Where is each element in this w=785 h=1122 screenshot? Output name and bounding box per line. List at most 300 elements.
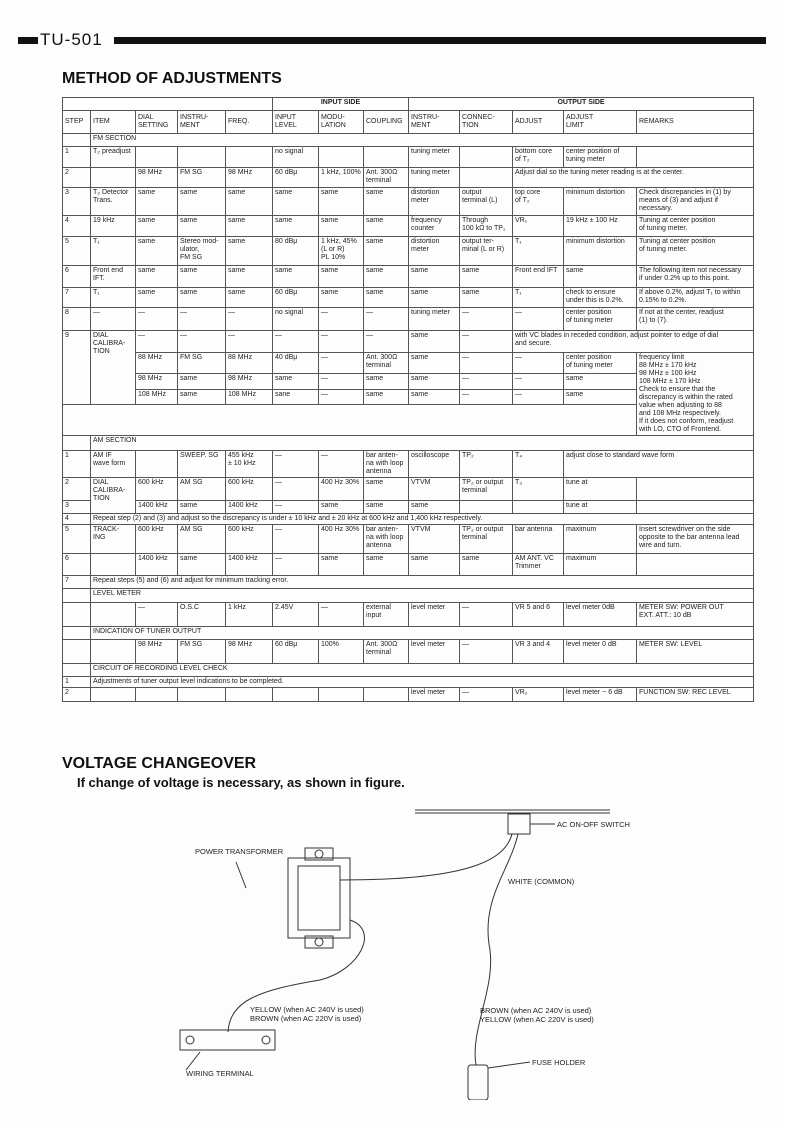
table-cell: — (273, 451, 319, 478)
table-cell (91, 603, 136, 627)
table-cell (91, 688, 136, 702)
table-cell: — (460, 390, 513, 405)
table-cell: same (564, 390, 637, 405)
table-cell: T₂ preadjust (91, 147, 136, 168)
white-wire (340, 834, 512, 880)
brown-yellow-wire (475, 834, 518, 1065)
table-cell (637, 554, 754, 576)
table-cell: T₄ (513, 451, 564, 478)
table-cell (637, 501, 754, 514)
table-row (63, 514, 754, 525)
column-header: COUPLING (364, 111, 409, 134)
table-cell: same (319, 554, 364, 576)
table-cell: 1 kHz, 45% (L or R) PL 10% (319, 237, 364, 266)
table-row (63, 478, 754, 501)
table-cell: — (319, 308, 364, 331)
table-cell: — (319, 451, 364, 478)
table-cell: Front end IFT. (91, 266, 136, 288)
table-cell: — (513, 390, 564, 405)
table-cell: tune at (564, 478, 637, 501)
table-cell: same (409, 374, 460, 390)
label-white: WHITE (COMMON) (508, 877, 575, 886)
table-cell (460, 147, 513, 168)
table-row (63, 308, 754, 331)
table-cell: 9 (63, 331, 91, 405)
table-cell: minimum distortion (564, 188, 637, 216)
table-cell (513, 501, 564, 514)
table-cell: tuning meter (409, 168, 460, 188)
table-cell (63, 640, 91, 664)
table-cell: AM SG (178, 525, 226, 554)
table-cell: same (136, 216, 178, 237)
table-cell: — (91, 308, 136, 331)
table-cell: same (178, 216, 226, 237)
table-cell: 600 kHz (226, 525, 273, 554)
table-cell: The following item not necessary if under 0.2% up to this point. (637, 266, 754, 288)
table-cell: output ter- minal (L or R) (460, 237, 513, 266)
table-cell: DIAL CALIBRA- TION (91, 331, 136, 405)
table-cell: Adjustments of tuner output level indications to be completed. (91, 677, 754, 688)
table-cell (178, 147, 226, 168)
table-row (63, 576, 754, 589)
table-cell: same (460, 554, 513, 576)
table-cell: — (319, 390, 364, 405)
table-cell: Tuning at center position of tuning meter. (637, 216, 754, 237)
voltage-changeover-diagram (0, 800, 785, 1100)
table-cell: tuning meter (409, 308, 460, 331)
table-cell (319, 688, 364, 702)
table-cell: — (460, 308, 513, 331)
table-cell: — (273, 525, 319, 554)
fuse-holder-icon (468, 1065, 488, 1100)
table-cell: AM IF wave form (91, 451, 136, 478)
table-row (63, 216, 754, 237)
table-cell: Ant. 300Ω terminal (364, 353, 409, 374)
table-cell: same (273, 266, 319, 288)
group-header-output: OUTPUT SIDE (409, 98, 754, 111)
table-cell: same (319, 266, 364, 288)
table-cell: 60 dBμ (273, 640, 319, 664)
table-cell: same (364, 554, 409, 576)
table-cell: same (409, 501, 460, 514)
table-cell: level meter 0dB (564, 603, 637, 627)
table-cell: FM SG (178, 353, 226, 374)
table-cell: center position of tuning meter (564, 308, 637, 331)
table-cell: — (460, 353, 513, 374)
column-header: MODU- LATION (319, 111, 364, 134)
table-cell: 1 (63, 451, 91, 478)
label-brown-left: BROWN (when AC 220V is used) (250, 1014, 362, 1023)
table-cell: Tuning at center position of tuning meter. (637, 237, 754, 266)
table-cell: same (564, 374, 637, 390)
table-cell: same (178, 288, 226, 308)
voltage-subtitle: If change of voltage is necessary, as shown in figure. (77, 775, 405, 790)
table-cell: — (460, 331, 513, 353)
table-cell (63, 664, 91, 677)
page-title: METHOD OF ADJUSTMENTS (62, 70, 282, 87)
table-cell (364, 688, 409, 702)
table-cell: If above 0.2%, adjust T₁ to within 0.15% to 0.2%. (637, 288, 754, 308)
table-cell: same (178, 390, 226, 405)
table-row (63, 554, 754, 576)
table-cell: same (364, 237, 409, 266)
table-cell: 80 dBμ (273, 237, 319, 266)
label-yellow-left: YELLOW (when AC 240V is used) (250, 1005, 364, 1014)
table-cell: with VC blades in receded condition, adjust pointer to edge of dial and secure. (513, 331, 754, 353)
table-cell: center position of tuning meter (564, 353, 637, 374)
leader-line (236, 862, 246, 888)
table-cell: — (319, 603, 364, 627)
table-cell: AM SG (178, 478, 226, 501)
table-cell: — (513, 353, 564, 374)
table-cell: VR₁ (513, 216, 564, 237)
table-cell: same (409, 554, 460, 576)
table-cell: 1 kHz, 100% (319, 168, 364, 188)
table-cell (460, 501, 513, 514)
table-cell: level meter − 6 dB (564, 688, 637, 702)
table-cell: VTVM (409, 525, 460, 554)
table-cell: — (273, 478, 319, 501)
table-cell: 1 (63, 677, 91, 688)
table-cell: Adjust dial so the tuning meter reading is at the center. (513, 168, 754, 188)
table-cell: same (273, 216, 319, 237)
table-cell (91, 640, 136, 664)
table-cell: 3 (63, 188, 91, 216)
table-cell: 98 MHz (136, 168, 178, 188)
table-cell (226, 688, 273, 702)
table-cell: — (364, 308, 409, 331)
label-terminal: WIRING TERMINAL (186, 1069, 254, 1078)
table-cell: same (460, 266, 513, 288)
table-cell: 600 kHz (136, 478, 178, 501)
ac-switch-icon (508, 814, 530, 834)
table-cell: — (460, 688, 513, 702)
table-cell: — (273, 554, 319, 576)
table-cell: CIRCUIT OF RECORDING LEVEL CHECK (91, 664, 754, 677)
leader-line (488, 1062, 530, 1068)
table-cell: same (409, 288, 460, 308)
table-cell: same (226, 216, 273, 237)
table-cell: 98 MHz (226, 168, 273, 188)
table-cell (63, 134, 91, 147)
table-cell: bar anten- na with loop antenna (364, 525, 409, 554)
table-cell: same (364, 188, 409, 216)
table-row (63, 288, 754, 308)
section-row (63, 627, 754, 640)
table-cell: check to ensure under this is 0.2%. (564, 288, 637, 308)
table-cell: Repeat steps (5) and (6) and adjust for minimum tracking error. (91, 576, 754, 589)
table-row (63, 451, 754, 478)
table-cell: 19 kHz (91, 216, 136, 237)
table-cell: VR 5 and 6 (513, 603, 564, 627)
label-switch: AC ON-OFF SWITCH (557, 820, 630, 829)
column-header: CONNEC- TION (460, 111, 513, 134)
table-cell: same (226, 266, 273, 288)
table-cell: VR 3 and 4 (513, 640, 564, 664)
table-cell: Front end IFT (513, 266, 564, 288)
column-header: INSTRU- MENT (409, 111, 460, 134)
table-cell: output terminal (L) (460, 188, 513, 216)
table-row (63, 237, 754, 266)
table-cell: same (364, 501, 409, 514)
transformer-icon (288, 858, 350, 938)
table-cell: bar anten- na with loop antenna (364, 451, 409, 478)
table-cell: — (136, 603, 178, 627)
table-row (63, 353, 754, 374)
table-row (63, 168, 754, 188)
table-cell: 60 dBμ (273, 288, 319, 308)
table-cell: INDICATION OF TUNER OUTPUT (91, 627, 754, 640)
header-spacer (63, 98, 273, 111)
table-cell (273, 688, 319, 702)
table-cell: same (319, 288, 364, 308)
table-cell (136, 688, 178, 702)
table-cell: Ant. 300Ω terminal (364, 640, 409, 664)
table-cell: T₁ (91, 288, 136, 308)
table-cell: same (136, 188, 178, 216)
column-header: INSTRU- MENT (178, 111, 226, 134)
table-cell: 8 (63, 308, 91, 331)
table-row (63, 188, 754, 216)
table-cell: frequency counter (409, 216, 460, 237)
table-cell: — (178, 331, 226, 353)
table-cell: same (273, 374, 319, 390)
table-cell: bar antenna (513, 525, 564, 554)
table-cell: level meter 0 dB (564, 640, 637, 664)
table-cell: 455 kHz ± 10 kHz (226, 451, 273, 478)
table-cell: same (364, 374, 409, 390)
table-cell: maximum (564, 525, 637, 554)
table-cell: 5 (63, 237, 91, 266)
table-cell: sane (273, 390, 319, 405)
table-cell: no signal (273, 147, 319, 168)
table-cell: same (319, 216, 364, 237)
table-cell: 88 MHz (226, 353, 273, 374)
table-cell: 60 dBμ (273, 168, 319, 188)
table-cell: T₁ (513, 288, 564, 308)
table-cell: 98 MHz (136, 374, 178, 390)
table-cell: 5 (63, 525, 91, 554)
table-cell: same (273, 188, 319, 216)
table-cell: 4 (63, 514, 91, 525)
table-cell: SWEEP. SG (178, 451, 226, 478)
column-header: ADJUST LIMIT (564, 111, 637, 134)
table-cell (63, 627, 91, 640)
table-cell: same (409, 390, 460, 405)
table-cell: — (513, 374, 564, 390)
table-cell: same (564, 266, 637, 288)
table-cell: 1 kHz (226, 603, 273, 627)
table-cell: 400 Hz 30% (319, 478, 364, 501)
table-cell: same (364, 288, 409, 308)
column-header: FREQ. (226, 111, 273, 134)
table-cell: same (364, 216, 409, 237)
table-cell: 2 (63, 688, 91, 702)
table-cell: 98 MHz (136, 640, 178, 664)
table-cell: If not at the center, readjust (1) to (7). (637, 308, 754, 331)
table-cell: Through 100 kΩ to TP₁ (460, 216, 513, 237)
table-cell: same (136, 288, 178, 308)
label-transformer: POWER TRANSFORMER (195, 847, 284, 856)
column-header: DIAL SETTING (136, 111, 178, 134)
label-fuse: FUSE HOLDER (532, 1058, 586, 1067)
label-brown-right: BROWN (when AC 240V is used) (480, 1006, 592, 1015)
table-cell: same (226, 237, 273, 266)
table-cell: center position of tuning meter (564, 147, 637, 168)
table-cell: FUNCTION SW: REC LEVEL (637, 688, 754, 702)
table-cell: same (178, 501, 226, 514)
table-cell: T₂ Detector Trans. (91, 188, 136, 216)
table-cell: 1400 kHz (226, 554, 273, 576)
table-row (63, 331, 754, 353)
table-cell (136, 147, 178, 168)
column-header: STEP (63, 111, 91, 134)
section-row (63, 134, 754, 147)
table-cell: FM SG (178, 168, 226, 188)
table-cell: T₁ (91, 237, 136, 266)
table-cell (136, 451, 178, 478)
table-cell: same (226, 188, 273, 216)
table-cell (319, 147, 364, 168)
table-cell: LEVEL METER (91, 589, 754, 603)
table-cell (91, 168, 136, 188)
table-cell (63, 405, 637, 436)
table-cell: — (319, 374, 364, 390)
section-row (63, 589, 754, 603)
table-cell: — (460, 640, 513, 664)
table-cell: Check discrepancies in (1) by means of (3) and adjust if necessary. (637, 188, 754, 216)
table-cell: same (178, 188, 226, 216)
table-cell: tuning meter (409, 147, 460, 168)
table-cell: 2 (63, 478, 91, 501)
table-cell: 1400 kHz (226, 501, 273, 514)
table-cell: — (319, 331, 364, 353)
table-cell (637, 147, 754, 168)
table-cell: same (178, 554, 226, 576)
table-cell: 3 (63, 501, 91, 514)
table-cell: T₁ (513, 237, 564, 266)
table-cell: 1400 kHz (136, 554, 178, 576)
table-cell: 2.45V (273, 603, 319, 627)
table-cell: — (178, 308, 226, 331)
table-row (63, 603, 754, 627)
table-row (63, 640, 754, 664)
table-cell: TRACK- ING (91, 525, 136, 554)
table-cell (364, 147, 409, 168)
table-cell: same (178, 266, 226, 288)
table-cell: VTVM (409, 478, 460, 501)
table-cell: minimum distortion (564, 237, 637, 266)
table-cell: Repeat step (2) and (3) and adjust so the discrepancy is under ± 10 kHz and ± 20 kHz at 600 kHz and 1,400 kHz respectively. (91, 514, 754, 525)
table-cell: 108 MHz (136, 390, 178, 405)
table-cell: O.S.C (178, 603, 226, 627)
table-cell: — (273, 501, 319, 514)
table-cell (91, 554, 136, 576)
group-header-input: INPUT SIDE (273, 98, 409, 111)
table-cell: same (409, 331, 460, 353)
table-cell: 7 (63, 288, 91, 308)
voltage-title: VOLTAGE CHANGEOVER (62, 755, 257, 772)
table-cell (460, 168, 513, 188)
table-cell: same (136, 266, 178, 288)
table-cell: TP₂ (460, 451, 513, 478)
table-row (63, 147, 754, 168)
table-row (63, 266, 754, 288)
table-cell: — (273, 331, 319, 353)
table-cell: 4 (63, 216, 91, 237)
table-cell (178, 688, 226, 702)
table-cell: — (513, 308, 564, 331)
table-cell: distortion meter (409, 237, 460, 266)
label-yellow-right: YELLOW (when AC 220V is used) (480, 1015, 594, 1024)
table-cell: — (136, 331, 178, 353)
table-cell: tune at (564, 501, 637, 514)
table-cell: 100% (319, 640, 364, 664)
table-cell: 19 kHz ± 100 Hz (564, 216, 637, 237)
column-header: REMARKS (637, 111, 754, 134)
table-cell: Stereo mod- ulator, FM SG (178, 237, 226, 266)
table-cell: — (364, 331, 409, 353)
model-title: TU-501 (40, 30, 103, 49)
section-row (63, 436, 754, 451)
table-row (63, 688, 754, 702)
table-cell: FM SG (178, 640, 226, 664)
table-cell: TP₂ or output terminal (460, 478, 513, 501)
table-cell: — (460, 374, 513, 390)
table-cell: 88 MHz (136, 353, 178, 374)
table-cell (63, 436, 91, 451)
table-cell: distortion meter (409, 188, 460, 216)
table-cell: — (319, 353, 364, 374)
table-cell: METER SW: POWER OUT EXT. ATT.: 10 dB (637, 603, 754, 627)
table-cell: adjust close to standard wave form (564, 451, 754, 478)
table-cell: same (364, 266, 409, 288)
table-cell: top core of T₂ (513, 188, 564, 216)
header-bar-right (114, 37, 766, 44)
table-cell: 98 MHz (226, 374, 273, 390)
table-cell: same (178, 374, 226, 390)
table-cell (63, 603, 91, 627)
table-row (63, 677, 754, 688)
table-cell: same (364, 478, 409, 501)
table-cell: same (136, 237, 178, 266)
table-cell: same (364, 390, 409, 405)
table-cell: AM ANT. VC Trimmer (513, 554, 564, 576)
table-cell (226, 147, 273, 168)
table-cell: — (136, 308, 178, 331)
table-cell: maximum (564, 554, 637, 576)
table-cell (63, 589, 91, 603)
table-cell: bottom core of T₂ (513, 147, 564, 168)
section-row (63, 664, 754, 677)
table-cell: same (409, 266, 460, 288)
table-cell: T₃ (513, 478, 564, 501)
table-cell: 400 Hz 30% (319, 525, 364, 554)
table-cell: — (226, 331, 273, 353)
table-cell: no signal (273, 308, 319, 331)
table-cell: level meter (409, 688, 460, 702)
table-cell: — (460, 603, 513, 627)
table-cell: frequency limit 88 MHz ± 170 kHz 98 MHz ± 100 kHz 108 MHz ± 170 kHz Check to ensure that the discrepancy is within the rated value when adjusting to 88 and 108 MHz respectively. If it does not conform, readjust with LO, CTO of Frontend. (637, 353, 754, 436)
table-cell: 1400 kHz (136, 501, 178, 514)
column-header: INPUT LEVEL (273, 111, 319, 134)
table-cell (637, 478, 754, 501)
table-cell: 2 (63, 168, 91, 188)
column-header: ITEM (91, 111, 136, 134)
table-cell: Insert screwdriver on the side opposite to the bar antenna lead wire and turn. (637, 525, 754, 554)
table-cell: 7 (63, 576, 91, 589)
table-cell: oscilloscope (409, 451, 460, 478)
